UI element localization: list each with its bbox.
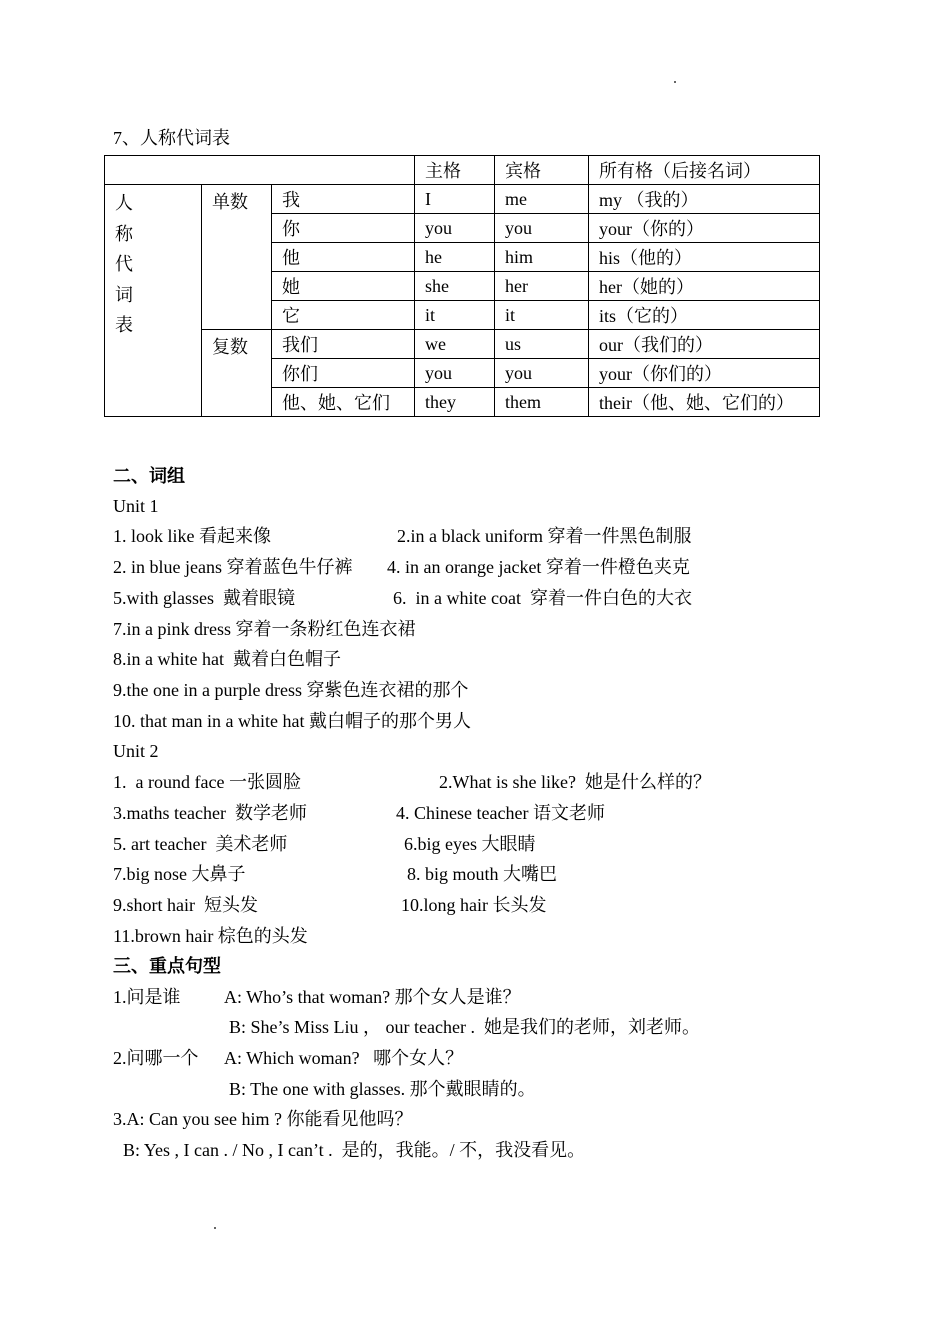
phrase-item: 1. a round face 一张圆脸 [113,772,301,792]
table-cell: 我 [272,185,415,214]
table-cell: 你 [272,214,415,243]
section2-heading: 二、词组 [113,466,185,486]
table-cell: I [415,185,495,214]
phrase-item: 2. in blue jeans 穿着蓝色牛仔裤 [113,557,353,577]
table-cell: our（我们的） [589,330,820,359]
phrase-item: 7.big nose 大鼻子 [113,864,246,884]
sentence-a: A: Which woman? 哪个女人？ [224,1048,464,1068]
phrase-item: 6. in a white coat 穿着一件白色的大衣 [393,588,692,608]
table-cell: it [415,301,495,330]
table-cell: us [495,330,589,359]
phrase-item: 1. look like 看起来像 [113,526,271,546]
table-row [105,185,820,214]
table-cell: she [415,272,495,301]
table-header-possessive: 所有格（后接名词） [589,156,820,185]
group-label-singular: 单数 [202,185,272,330]
sentence-label: 2.问哪一个 [113,1048,199,1068]
table-cell: they [415,388,495,417]
phrase-item: 10.long hair 长头发 [401,895,547,915]
phrase-item: 8.in a white hat 戴着白色帽子 [113,649,341,669]
phrase-item: 5. art teacher 美术老师 [113,834,288,854]
table-side-label: 人 称 代 词 表 [105,185,202,417]
table-cell: them [495,388,589,417]
phrase-item: 8. big mouth 大嘴巴 [407,864,558,884]
group-label-plural: 复数 [202,330,272,417]
table-cell: my （我的） [589,185,820,214]
table-cell: 他、她、它们 [272,388,415,417]
table-cell: 我们 [272,330,415,359]
phrase-item: 5.with glasses 戴着眼镜 [113,588,295,608]
sentence-a: A: Who’s that woman? 那个女人是谁？ [224,987,521,1007]
phrase-item: 11.brown hair 棕色的头发 [113,926,308,946]
sentence-label: 1.问是谁 [113,987,181,1007]
table-cell: you [495,359,589,388]
phrase-item: 4. Chinese teacher 语文老师 [396,803,605,823]
table-cell: his（他的） [589,243,820,272]
speck-bottom [214,1227,216,1229]
phrase-item: 7.in a pink dress 穿着一条粉红色连衣裙 [113,619,416,639]
sentence-a: 3.A: Can you see him ? 你能看见他吗？ [113,1109,413,1129]
phrase-item: 9.the one in a purple dress 穿紫色连衣裙的那个 [113,680,469,700]
table-cell: you [495,214,589,243]
table-cell: you [415,359,495,388]
table-cell: we [415,330,495,359]
table-cell: me [495,185,589,214]
table-cell: 你们 [272,359,415,388]
table-header-row [105,156,820,185]
table-cell: your（你的） [589,214,820,243]
table-cell: he [415,243,495,272]
table-cell: 他 [272,243,415,272]
unit1-title: Unit 1 [113,496,159,516]
table-cell: its（它的） [589,301,820,330]
table-header-blank [105,156,415,185]
phrase-item: 3.maths teacher 数学老师 [113,803,307,823]
table-cell: your（你们的） [589,359,820,388]
phrase-item: 6.big eyes 大眼睛 [404,834,536,854]
table-cell: 它 [272,301,415,330]
pronoun-table [104,155,820,417]
table-cell: him [495,243,589,272]
table-cell: their（他、她、它们的） [589,388,820,417]
sentence-b: B: The one with glasses. 那个戴眼睛的。 [229,1079,536,1099]
table-cell: you [415,214,495,243]
table-header-subject: 主格 [415,156,495,185]
table-cell: her（她的） [589,272,820,301]
table-cell: 她 [272,272,415,301]
table-row [105,330,820,359]
phrase-item: 2.in a black uniform 穿着一件黑色制服 [397,526,692,546]
section3-heading: 三、重点句型 [113,956,221,976]
unit2-title: Unit 2 [113,741,159,761]
table-title: 7、人称代词表 [113,128,230,148]
sentence-b: B: She’s Miss Liu ， our teacher . 她是我们的老师，刘老师。 [229,1017,700,1037]
phrase-item: 2.What is she like? 她是什么样的？ [439,772,711,792]
phrase-item: 10. that man in a white hat 戴白帽子的那个男人 [113,711,471,731]
table-header-object: 宾格 [495,156,589,185]
table-cell: it [495,301,589,330]
phrase-item: 9.short hair 短头发 [113,895,258,915]
table-cell: her [495,272,589,301]
phrase-item: 4. in an orange jacket 穿着一件橙色夹克 [387,557,690,577]
speck-top [674,81,676,83]
sentence-b: B: Yes , I can . / No , I can’t . 是的，我能。/ 不，我没看见。 [123,1140,586,1160]
